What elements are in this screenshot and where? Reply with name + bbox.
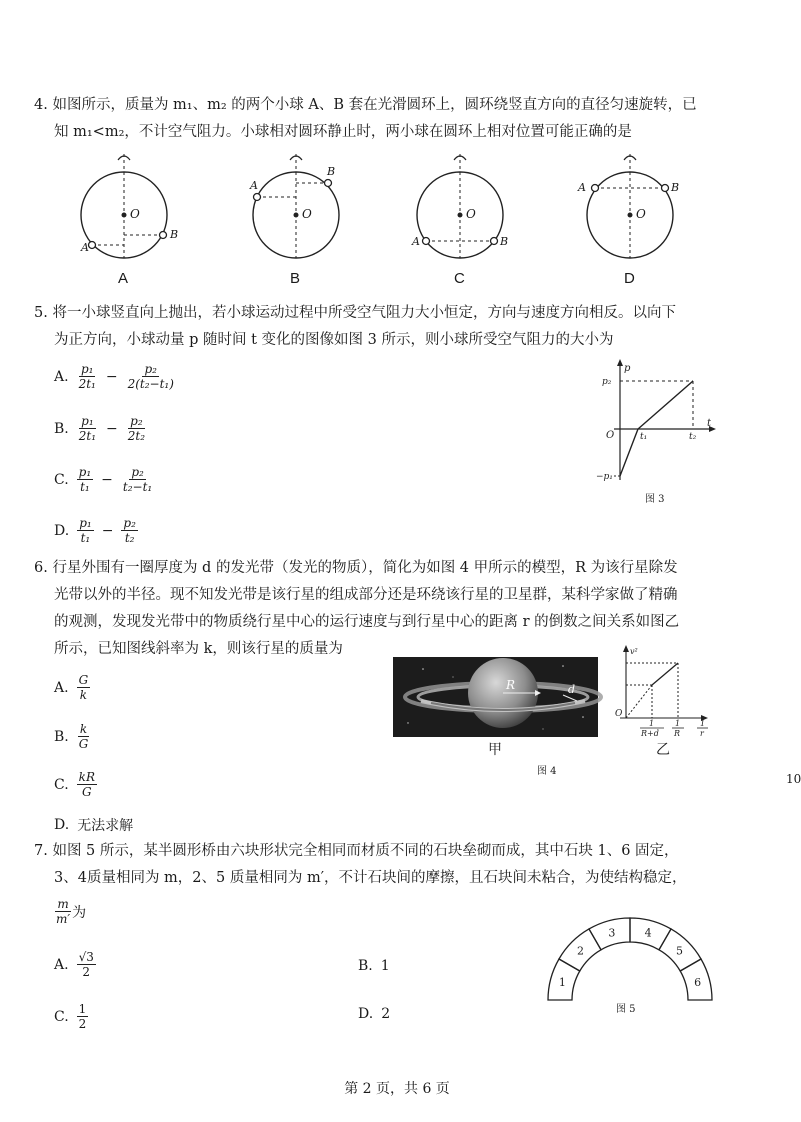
arch-stone-label-6: 6 — [694, 975, 702, 989]
q5-graph-neg-p1: −p₁ — [596, 472, 613, 482]
q4-c-ball-a-label: A — [412, 235, 420, 248]
q7-option-a-label: A. — [54, 956, 69, 973]
q5-c-d1: t₁ — [80, 480, 90, 494]
q6-c-d: G — [82, 785, 92, 799]
q5-graph-t-axis: t — [707, 418, 712, 429]
q6-figure4-planet-image — [393, 657, 598, 737]
arch-stone-label-1: 1 — [558, 975, 566, 989]
q7-ratio-d: m′ — [56, 912, 71, 926]
q4-a-ball-b-label: B — [170, 228, 179, 241]
q4-b-ball-a-label: A — [250, 179, 258, 192]
q7-option-b-label: B. — [358, 958, 373, 974]
arch-stone-label-4: 4 — [644, 926, 652, 940]
q4-figure-c — [417, 154, 503, 258]
q4-figure-a — [81, 154, 167, 258]
q6-option-a-frac — [77, 673, 91, 702]
q5-d-n1: p₁ — [79, 516, 92, 530]
q6-b-n: k — [79, 722, 88, 736]
q6-option-b-label: B. — [54, 728, 69, 745]
q7-ratio-frac — [54, 897, 72, 926]
q4-figures — [60, 150, 700, 290]
q7-stem — [34, 838, 744, 892]
q5-b-n2: p₂ — [130, 414, 143, 428]
q6-line4: 所示，已知图线斜率为 k，则该行星的质量为 — [54, 641, 343, 657]
q4-option-b[interactable]: B — [290, 270, 301, 287]
q4-d-ball-b-label: B — [671, 181, 680, 194]
q4-c-center-label: O — [466, 207, 476, 221]
arch-stone-label-5: 5 — [675, 944, 683, 958]
q6-graph-x2-num: 1 — [675, 719, 681, 728]
q7-c-d: 2 — [78, 1017, 87, 1031]
page-footer: 第 2 页，共 6 页 — [344, 1081, 450, 1097]
q5-option-a[interactable] — [54, 362, 176, 391]
q6-option-d-label: D. — [54, 817, 70, 833]
q6-line2: 光带以外的半径。现不知发光带是该行星的组成部分还是环绕该行星的卫星群，某科学家做了精确 — [54, 587, 678, 603]
q4-line2: 知 m₁<m₂，不计空气阻力。小球相对圆环静止时，两小球在圆环上相对位置可能正确的是 — [54, 124, 632, 140]
q7-option-b-text: 1 — [380, 958, 390, 974]
q7-option-c-label: C. — [54, 1008, 69, 1025]
q5-option-c[interactable] — [54, 465, 154, 494]
q7-line1: 如图 5 所示，某半圆形桥由六块形状完全相同而材质不同的石块垒砌而成，其中石块 1、6 固定， — [52, 843, 679, 859]
q6-graph-x1-den: R+d — [641, 729, 659, 738]
q4-d-center-label: O — [636, 207, 646, 221]
q5-option-a-frac2 — [126, 362, 176, 391]
q5-option-d-frac2 — [121, 516, 138, 545]
q6-option-d[interactable] — [54, 815, 133, 835]
q6-option-c[interactable] — [54, 770, 97, 799]
q5-d-d2: t₂ — [124, 531, 135, 545]
q6-b-d: G — [78, 737, 89, 751]
q6-planet-d-label: d — [568, 683, 576, 696]
q5-a-n2: p₂ — [144, 362, 157, 376]
q5-option-d-frac1 — [77, 516, 94, 545]
q7-option-c[interactable] — [54, 1002, 88, 1031]
q6-c-n: kR — [78, 770, 95, 784]
q7-ratio-tail: 为 — [72, 904, 87, 921]
q6-figure4-caption: 图 4 — [537, 766, 557, 777]
q4-a-center-label: O — [130, 207, 140, 221]
q5-b-op: − — [106, 420, 118, 437]
q5-graph-p2: p₂ — [602, 377, 612, 387]
q5-option-c-label: C. — [54, 471, 69, 488]
q6-option-c-label: C. — [54, 776, 69, 793]
q4-c-ball-b-label: B — [500, 235, 509, 248]
q5-d-n2: p₂ — [123, 516, 136, 530]
q4-line1: 如图所示，质量为 m₁、m₂ 的两个小球 A、B 套在光滑圆环上，圆环绕竖直方向的直径匀速旋转，已 — [52, 97, 697, 113]
q6-graph-x3-num: 1 — [700, 719, 706, 728]
q7-ratio-n: m — [57, 897, 69, 911]
q7-c-n: 1 — [78, 1002, 87, 1016]
q6-option-d-text: 无法求解 — [77, 818, 134, 834]
arch-stone-label-2: 2 — [577, 944, 585, 958]
q6-option-b-frac — [77, 722, 91, 751]
q6-graph-x2-den: R — [674, 729, 681, 738]
q6-planet-r-label: R — [506, 678, 516, 692]
q7-option-d-label: D. — [358, 1006, 374, 1022]
q7-line2: 3、4质量相同为 m，2、5 质量相同为 m′，不计石块间的摩擦，且石块间未粘合，为使结构稳定， — [54, 870, 687, 886]
q6-line1: 行星外围有一圈厚度为 d 的发光带（发光的物质），简化为如图 4 甲所示的模型，R 为该行星除发 — [52, 560, 678, 576]
q4-d-ball-a-label: A — [578, 181, 586, 194]
q5-figure3-graph — [590, 355, 720, 495]
q5-a-op: − — [105, 368, 118, 385]
q6-number: 6. — [34, 560, 48, 576]
q5-number: 5. — [34, 305, 48, 321]
q5-c-n1: p₁ — [78, 465, 92, 479]
q6-figure4-graph — [612, 643, 712, 741]
q5-graph-origin: O — [606, 430, 615, 441]
q5-c-op: − — [101, 471, 113, 488]
q6-line3: 的观测，发现发光带中的物质绕行星中心的运行速度与到行星中心的距离 r 的倒数之间关系如图乙 — [54, 614, 680, 630]
q4-number: 4. — [34, 97, 48, 113]
q5-a-d2: 2(t₂−t₁) — [127, 377, 174, 391]
q5-option-b-frac1 — [77, 414, 98, 443]
q6-option-c-frac — [77, 770, 97, 799]
q4-option-c[interactable]: C — [454, 270, 465, 287]
q7-option-c-frac — [77, 1002, 89, 1031]
q7-option-d-text: 2 — [381, 1006, 391, 1022]
q5-graph-t1: t₁ — [640, 432, 648, 442]
q5-a-d1: 2t₁ — [78, 377, 96, 391]
q5-b-n1: p₁ — [81, 414, 94, 428]
q7-a-n: √3 — [78, 950, 94, 964]
q5-option-c-frac2 — [121, 465, 154, 494]
q5-option-c-frac1 — [77, 465, 94, 494]
q5-a-n1: p₁ — [80, 362, 94, 376]
q5-c-n2: p₂ — [131, 465, 144, 479]
q4-b-ball-b-label: B — [327, 165, 336, 178]
q5-option-b-label: B. — [54, 420, 69, 437]
q7-figure5-arch — [540, 910, 720, 1010]
q6-graph-origin: O — [615, 709, 623, 719]
q5-c-d2: t₂−t₁ — [122, 480, 153, 494]
q7-option-d[interactable] — [358, 1006, 390, 1022]
q5-figure3-caption: 图 3 — [645, 494, 665, 505]
q6-figure-yi-label: 乙 — [656, 742, 670, 758]
q4-option-d[interactable]: D — [624, 270, 635, 287]
q5-option-a-label: A. — [54, 368, 69, 385]
q7-number: 7. — [34, 843, 48, 859]
arch-stone-label-3: 3 — [608, 926, 616, 940]
q6-a-n: G — [78, 673, 89, 687]
q7-option-a-frac — [77, 950, 96, 979]
q5-d-d1: t₁ — [80, 531, 91, 545]
q4-a-ball-a-label: A — [81, 241, 89, 254]
q7-a-d: 2 — [82, 965, 91, 979]
q5-stem — [34, 300, 734, 354]
q7-figure5-caption: 图 5 — [616, 1004, 636, 1015]
q7-ratio — [54, 897, 86, 926]
q5-b-d1: 2t₁ — [78, 429, 97, 443]
q6-a-d: k — [79, 688, 87, 702]
q4-b-center-label: O — [302, 207, 312, 221]
q5-option-d-label: D. — [54, 522, 70, 539]
q6-graph-x1-num: 1 — [649, 719, 655, 728]
q4-figure-d — [587, 154, 673, 258]
q6-graph-x3-den: r — [700, 729, 704, 738]
q4-stem — [34, 92, 734, 146]
q6-figure-jia-label: 甲 — [488, 742, 502, 758]
q5-option-d[interactable] — [54, 516, 138, 545]
q5-d-op: − — [101, 522, 114, 539]
q6-option-a[interactable] — [54, 673, 90, 702]
q5-option-a-frac1 — [77, 362, 98, 391]
q7-option-a[interactable] — [54, 950, 96, 979]
q5-graph-p-axis: p — [624, 363, 631, 374]
edge-mark: 10 — [786, 772, 801, 786]
q5-b-d2: 2t₂ — [127, 429, 146, 443]
q5-line2: 为正方向，小球动量 p 随时间 t 变化的图像如图 3 所示，则小球所受空气阻力的大小为 — [54, 332, 614, 348]
q4-option-a[interactable]: A — [118, 270, 129, 287]
q5-option-b[interactable] — [54, 414, 147, 443]
q6-option-a-label: A. — [54, 679, 69, 696]
q6-graph-v-axis: v² — [630, 647, 638, 656]
q5-line1: 将一小球竖直向上抛出，若小球运动过程中所受空气阻力大小恒定，方向与速度方向相反。以向下 — [52, 305, 676, 321]
q5-option-b-frac2 — [126, 414, 147, 443]
q7-option-b[interactable] — [358, 958, 390, 974]
q5-graph-t2: t₂ — [689, 432, 697, 442]
q6-option-b[interactable] — [54, 722, 90, 751]
